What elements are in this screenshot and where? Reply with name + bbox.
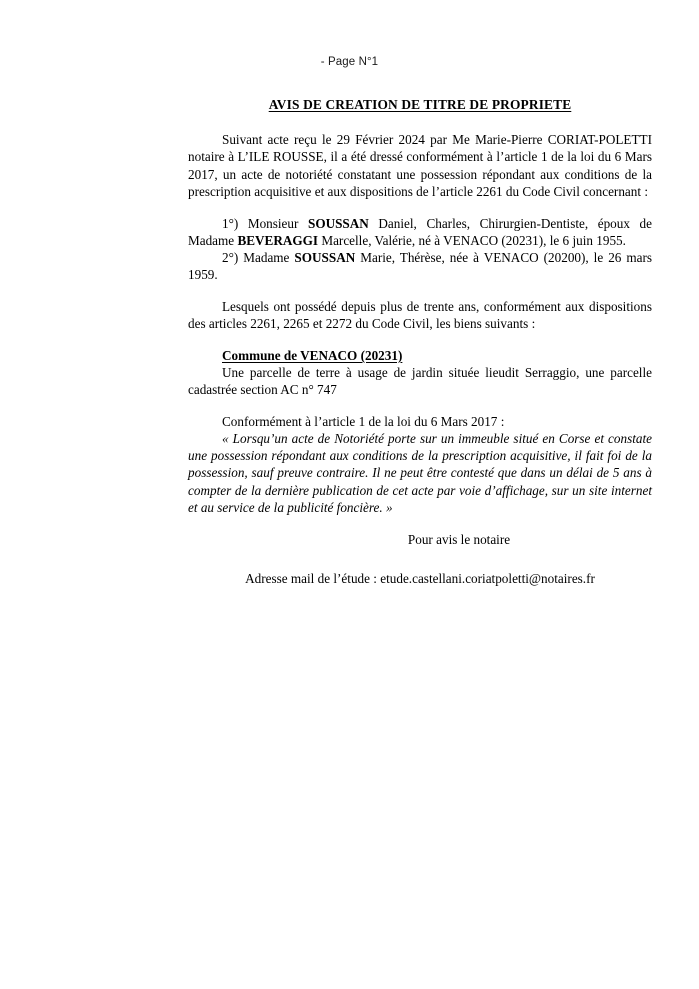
- intro-paragraph: [188, 131, 652, 200]
- party-item-2: [188, 249, 652, 283]
- party-2-details-1: Marie, Thérèse, née à VENACO (20200), le 26 mars 1959.: [188, 249, 653, 283]
- party-1-details-2: Marcelle, Valérie, né à VENACO (20231), le 6 juin 1955.: [318, 232, 626, 248]
- party-2-surname: SOUSSAN: [294, 249, 356, 265]
- law-reference-lead-in: Conformément à l’article 1 de la loi du 6 Mars 2017 :: [222, 413, 505, 429]
- commune-heading-text: Commune de VENACO (20231): [222, 347, 403, 363]
- document-body: [188, 96, 652, 587]
- party-2-civility: Madame: [243, 249, 295, 265]
- page-title-text: AVIS DE CREATION DE TITRE DE PROPRIETE: [268, 97, 572, 112]
- party-item-1: [188, 215, 652, 249]
- contact-email: etude.castellani.coriatpoletti@notaires.fr: [380, 571, 595, 587]
- party-2-marker: 2°): [222, 249, 244, 265]
- intro-after-date: par Me Marie-Pierre CORIAT-POLETTI notaire à L’ILE ROUSSE, il a été dressé conformément à l’article 1 de la loi du 6 Mars 2017, un acte de notoriété constatant une possession répondant aux conditions de la prescription acquisitive et aux dispositions de l’article 2261 du Code Civil concernant :: [188, 132, 652, 199]
- party-1-details-1: Daniel, Charles, Chirurgien-Dentiste, époux de Madame: [188, 215, 652, 248]
- page-title: [188, 96, 652, 113]
- party-1-marker: 1°): [222, 215, 248, 231]
- page-number-header: - Page N°1: [320, 56, 379, 68]
- contact-label: Adresse mail de l’étude :: [245, 571, 381, 587]
- commune-heading: [188, 347, 652, 364]
- party-1-surname: SOUSSAN: [307, 215, 369, 231]
- party-1-spouse-surname: BEVERAGGI: [237, 232, 319, 248]
- contact-line: [188, 570, 652, 587]
- commune-description: Une parcelle de terre à usage de jardin située lieudit Serraggio, une parcelle cadastrée section AC n° 747: [188, 364, 652, 398]
- possession-paragraph: Lesquels ont possédé depuis plus de trente ans, conformément aux dispositions des articles 2261, 2265 et 2272 du Code Civil, les biens suivants :: [188, 298, 652, 332]
- intro-before-date: Suivant acte reçu le: [222, 132, 337, 148]
- party-1-civility: Monsieur: [247, 215, 308, 231]
- law-quote: « Lorsqu’un acte de Notoriété porte sur un immeuble situé en Corse et constate une possession répondant aux conditions de la prescription acquisitive, il fait foi de la possession, sauf preuve contraire. Il ne peut être contesté que dans un délai de 5 ans à compter de la dernière publication de cet acte par voie d’affichage, sur un site internet et au service de la publicité foncière. »: [188, 431, 652, 515]
- act-date: 29 Février 2024: [336, 132, 425, 148]
- signoff-line: Pour avis le notaire: [407, 532, 511, 548]
